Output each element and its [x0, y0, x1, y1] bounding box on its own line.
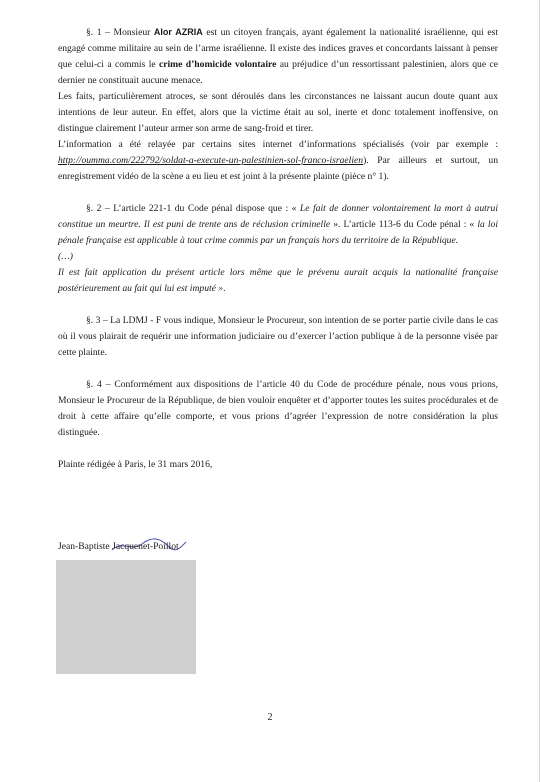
para3-rest: ). Par ailleurs et surtout, un enregistrement vidéo de la scène a eu lieu et est joint à la présente plainte (pièce n° 1).	[58, 155, 498, 182]
para1-text-b: au préjudice d’un ressortissant palestinien, alors que ce dernier ne constituait aucune menace.	[58, 59, 498, 86]
paragraph-6: §. 3 – La LDMJ - F vous indique, Monsieur le Procureur, son intention de se porter partie civile dans le cas où il vous plairait de requérir une information judiciaire ou d’exercer l’action publique à de la personne visée par cette plainte.	[58, 315, 498, 358]
para1-lead: §. 1 – Monsieur	[86, 27, 154, 38]
para1-text-a: est un citoyen français, ayant également la nationalité israélienne, qui est engagé comme militaire au sein de l’arme israélienne. Il existe des indices graves et concordants laissant à penser que celui-ci a commis le	[58, 27, 498, 70]
paragraph-7: §. 4 – Conformément aux dispositions de l’article 40 du Code de procédure pénale, nous vous prions, Monsieur le Procureur de la République, de bien vouloir enquêter et d’apporter toutes les suites procédurales et de droit à cette affaire qu’elle comporte, et vous prions d’agréer l’expression de notre considération la plus distinguée.	[58, 379, 498, 438]
document-body	[58, 24, 498, 473]
redacted-block	[56, 560, 196, 674]
paragraph-1	[58, 24, 498, 89]
para4-lead: §. 2 – L’article 221-1 du Code pénal dispose que : «	[86, 203, 300, 214]
paragraph-3	[58, 137, 498, 185]
place-date: Plainte rédigée à Paris, le 31 mars 2016,	[58, 459, 213, 470]
person-name: Alor AZRIA	[153, 27, 203, 37]
para3-lead: L’information a été relayée par certains sites internet d’informations spécialisés (voir par exemple :	[58, 139, 498, 150]
paragraph-4	[58, 201, 498, 249]
para5-quote: Il est fait application du présent article lors même que le prévenu aurait acquis la nationalité française postérieurement au fait qui lui est imputé »	[58, 267, 498, 294]
paragraph-5	[58, 265, 498, 297]
para5-end: .	[223, 283, 226, 294]
article-221-1-quote: Le fait de donner volontairement la mort à autrui constitue un meurtre. Il est puni de trente ans de réclusion criminelle	[58, 203, 499, 230]
source-link[interactable]: http://oumma.com/222792/soldat-a-execute-un-palestinien-sol-franco-israelien	[58, 155, 364, 166]
paragraph-2: Les faits, particulièrement atroces, se sont déroulés dans les circonstances ne laissant aucun doute quant aux intentions de leur auteur. En effet, alors que la victime était au sol, inerte et donc totalement inoffensive, on distingue clairement l’auteur armer son arme de sang-froid et tirer.	[58, 91, 498, 134]
ellipsis: (…)	[58, 251, 73, 262]
page-number: 2	[267, 712, 273, 723]
para4-mid: ». L’article 113-6 du Code pénal : «	[330, 219, 478, 230]
signatory-name: Jean-Baptiste Jacquenet-Poillot	[58, 541, 179, 552]
article-113-6-quote: la loi pénale française est applicable à tout crime commis par un français hors du territoire de la République.	[58, 219, 498, 246]
crime-label: crime d’homicide volontaire	[158, 59, 277, 70]
